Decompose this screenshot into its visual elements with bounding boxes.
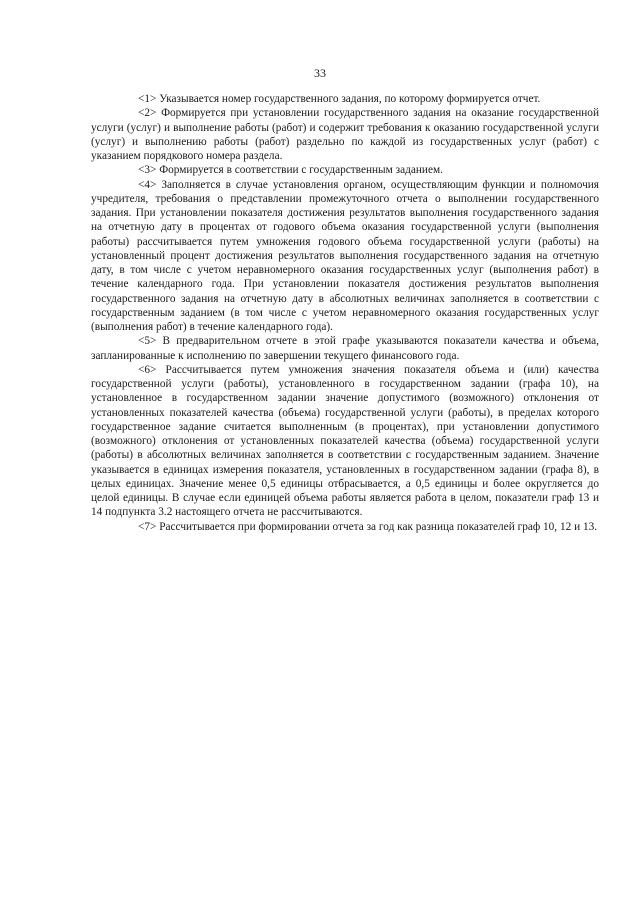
- footnotes-body: [91, 92, 599, 534]
- page-number: 33: [314, 66, 326, 80]
- footnote-7: <7> Рассчитывается при формировании отчета за год как разница показателей граф 10, 12 и 13.: [138, 520, 598, 533]
- footnote-3: <3> Формируется в соответствии с государственным заданием.: [138, 164, 443, 177]
- footnote-6: <6> Рассчитывается путем умножения значения показателя объема и (или) качества государственной услуги (работы), установленного в государственном задании (графа 10), на установленное в государственном задании значение допустимого (возможного) отклонения от установленных показателей качества (объема) государственной услуги (работы), в пределах которого государственное задание считается выполненным (в процентах), при установлении допустимого (возможного) отклонения от установленных показателей качества (объема) государственной услуги (работы) в абсолютных величинах заполняется в соответствии с государственным заданием. Значение указывается в единицах измерения показателя, установленных в государственном задании (графа 8), в целых единицах. Значение менее 0,5 единицы отбрасывается, а 0,5 единицы и более округляется до целой единицы. В случае если единицей объема работы является работа в целом, показатели граф 13 и 14 подпункта 3.2 настоящего отчета не рассчитываются.: [91, 363, 599, 519]
- footnote-1: <1> Указывается номер государственного задания, по которому формируется отчет.: [138, 93, 541, 105]
- footnote-2: <2> Формируется при установлении государственного задания на оказание государственной услуги (услуг) и выполнение работы (работ) и содержит требования к оказанию государственной услуги (услуг) и выполнению работы (работ) раздельно по каждой из государственных услуг (работ) с указанием порядкового номера раздела.: [91, 107, 599, 162]
- footnote-5: <5> В предварительном отчете в этой графе указываются показатели качества и объема, запланированные к исполнению по завершении текущего финансового года.: [91, 335, 599, 362]
- footnote-4: <4> Заполняется в случае установления органом, осуществляющим функции и полномочия учредителя, требования о представлении промежуточного отчета о выполнении государственного задания. При установлении показателя достижения результатов выполнения государственного задания на отчетную дату в процентах от годового объема оказания государственной услуги (выполнения работы) рассчитывается путем умножения годового объема государственной услуги (работы) на установленный процент достижения результатов выполнения государственного задания на отчетную дату, в том числе с учетом неравномерного оказания государственных услуг (выполнения работ) в течение календарного года. При установлении показателя достижения результатов выполнения государственного задания на отчетную дату в абсолютных величинах заполняется в соответствии с государственным заданием (в том числе с учетом неравномерного оказания государственных услуг (выполнения работ) в течение календарного года).: [91, 178, 599, 333]
